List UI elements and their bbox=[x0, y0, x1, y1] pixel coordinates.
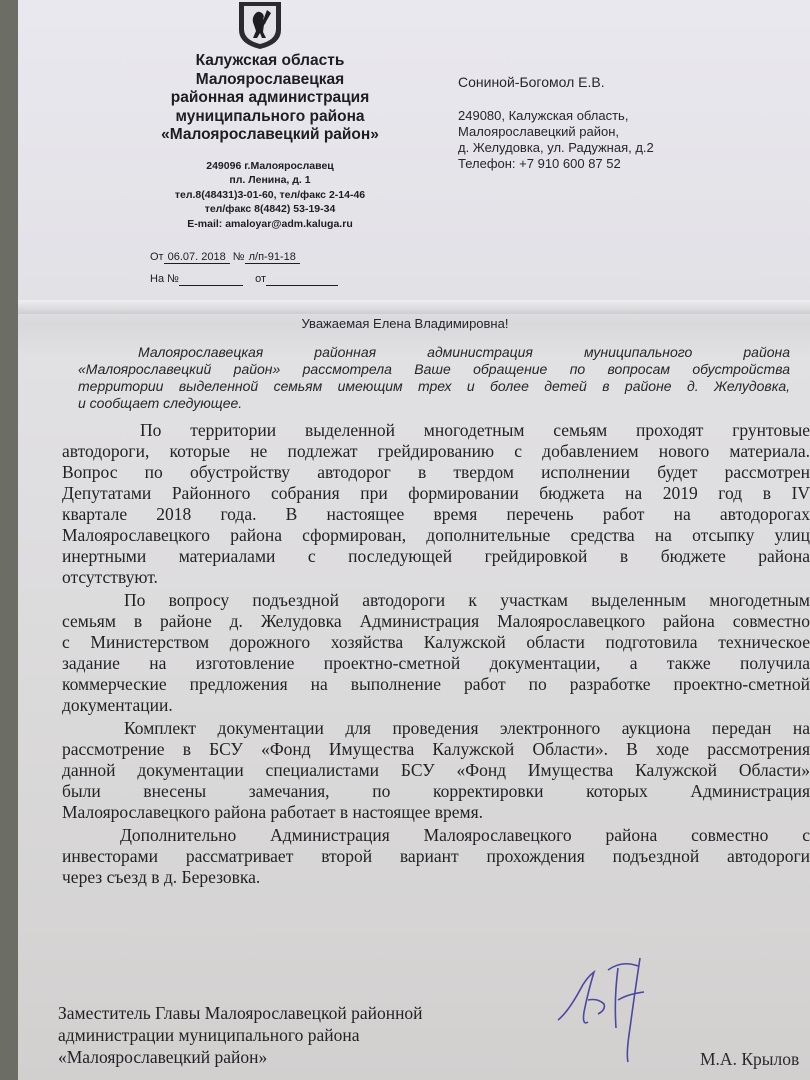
letter-body bbox=[62, 420, 810, 890]
addr-line: 249096 г.Малоярославец bbox=[206, 159, 334, 172]
body-line: документации. bbox=[62, 695, 173, 715]
body-line: автодороги, которые не подлежат грейдированию с добавлением нового материала. bbox=[62, 441, 810, 461]
intro-line: Малоярославецкая районная администрация муниципального района bbox=[138, 344, 790, 360]
signature-line: «Малоярославецкий район» bbox=[58, 1047, 268, 1067]
ref-date-blank bbox=[266, 273, 338, 286]
body-line: Депутатами Районного собрания при формировании бюджета на 2019 год в IV bbox=[62, 483, 810, 503]
org-line: районная администрация bbox=[170, 89, 370, 106]
body-line: Малоярославецкого района работает в настоящее время. bbox=[62, 802, 483, 822]
body-line: квартале 2018 года. В настоящее время перечень работ на автодорогах bbox=[62, 504, 810, 524]
number-label: № bbox=[232, 251, 245, 263]
body-paragraph bbox=[62, 825, 810, 888]
recipient-phone: Телефон: +7 910 600 87 52 bbox=[458, 156, 621, 171]
signature-title bbox=[58, 1002, 423, 1068]
ref-from-label: от bbox=[255, 273, 267, 285]
addr-line: тел.8(48431)3-01-60, тел/факс 2-14-46 bbox=[174, 188, 366, 201]
body-line: Дополнительно Администрация Малоярославецкого района совместно с bbox=[120, 825, 810, 845]
body-line: рассмотрение в БСУ «Фонд Имущества Калужской Области». В ходе рассмотрения bbox=[62, 739, 810, 759]
body-line: инвесторами рассматривает второй вариант прохождения подъездной автодороги bbox=[62, 846, 810, 866]
date-value: 06.07. 2018 bbox=[164, 251, 230, 264]
sender-block bbox=[100, 52, 440, 231]
registration-block bbox=[150, 246, 338, 290]
org-line: Калужская область bbox=[195, 52, 345, 69]
body-line: Комплект документации для проведения электронного аукциона передан на bbox=[124, 718, 810, 738]
recipient-line: 249080, Калужская область, bbox=[458, 108, 629, 123]
intro-paragraph bbox=[78, 344, 790, 412]
body-line: задание на изготовление проектно-сметной документации, а также получила bbox=[62, 653, 810, 673]
paper-fold bbox=[18, 300, 810, 314]
body-line: По территории выделенной многодетным семьям проходят грунтовые bbox=[140, 420, 810, 440]
body-paragraph bbox=[62, 590, 810, 716]
intro-line: «Малоярославецкий район» рассмотрела Ваше обращение по вопросам обустройства bbox=[78, 361, 790, 377]
ref-number-label: На № bbox=[150, 273, 179, 285]
body-line: отсутствуют. bbox=[62, 567, 158, 587]
body-paragraph bbox=[62, 420, 810, 588]
recipient-line: Малоярославецкий район, bbox=[458, 124, 619, 139]
body-line: семьям в районе д. Желудовка Администрация Малоярославецкого района совместно bbox=[62, 611, 810, 631]
body-line: были внесены замечания, по корректировки которых Администрация bbox=[62, 781, 810, 801]
recipient-line: д. Желудовка, ул. Радужная, д.2 bbox=[458, 140, 654, 155]
body-line: Вопрос по обустройству автодорог в твердом исполнении будет рассмотрен bbox=[62, 462, 810, 482]
signature-line: Заместитель Главы Малоярославецкой районной bbox=[58, 1003, 423, 1023]
addr-line: пл. Ленина, д. 1 bbox=[229, 174, 311, 186]
signatory-name: М.А. Крылов bbox=[700, 1049, 800, 1069]
ref-number-blank bbox=[179, 273, 243, 286]
addr-line: тел/факс 8(4842) 53-19-34 bbox=[204, 203, 336, 215]
salutation: Уважаемая Елена Владимировна! bbox=[301, 316, 509, 331]
body-paragraph bbox=[62, 718, 810, 823]
intro-line: и сообщает следующее. bbox=[78, 395, 243, 411]
body-line: коммерческие предложения на выполнение работ по разработке проектно-сметной bbox=[62, 674, 810, 694]
body-line: с Министерством дорожного хозяйства Калужской области подготовила техническое bbox=[62, 632, 810, 652]
handwritten-signature bbox=[548, 950, 678, 1070]
number-value: л/п-91-18 bbox=[245, 251, 300, 264]
intro-line: территории выделенной семьям имеющим трех и более детей в районе д. Желудовка, bbox=[78, 378, 790, 394]
org-line: «Малоярославецкий район» bbox=[161, 126, 379, 143]
body-line: данной документации специалистами БСУ «Фонд Имущества Калужской Области» bbox=[62, 760, 810, 780]
body-line: Малоярославецкого района сформирован, дополнительные средства на отсыпку улиц bbox=[62, 525, 810, 545]
coat-of-arms-icon bbox=[235, 0, 285, 50]
org-line: Малоярославецкая bbox=[195, 70, 345, 88]
addr-line: E-mail: amaloyar@adm.kaluga.ru bbox=[187, 217, 353, 230]
date-label: От bbox=[150, 251, 164, 263]
body-line: через съезд в д. Березовка. bbox=[62, 867, 261, 887]
recipient-block bbox=[458, 74, 654, 172]
recipient-name: Сониной-Богомол Е.В. bbox=[458, 74, 605, 90]
org-line: муниципального района bbox=[175, 107, 365, 125]
body-line: инертными материалами с последующей грейдировкой в бюджете района bbox=[62, 546, 810, 566]
body-line: По вопросу подъездной автодороги к участкам выделенным многодетным bbox=[124, 590, 810, 610]
signature-line: администрации муниципального района bbox=[58, 1025, 360, 1045]
